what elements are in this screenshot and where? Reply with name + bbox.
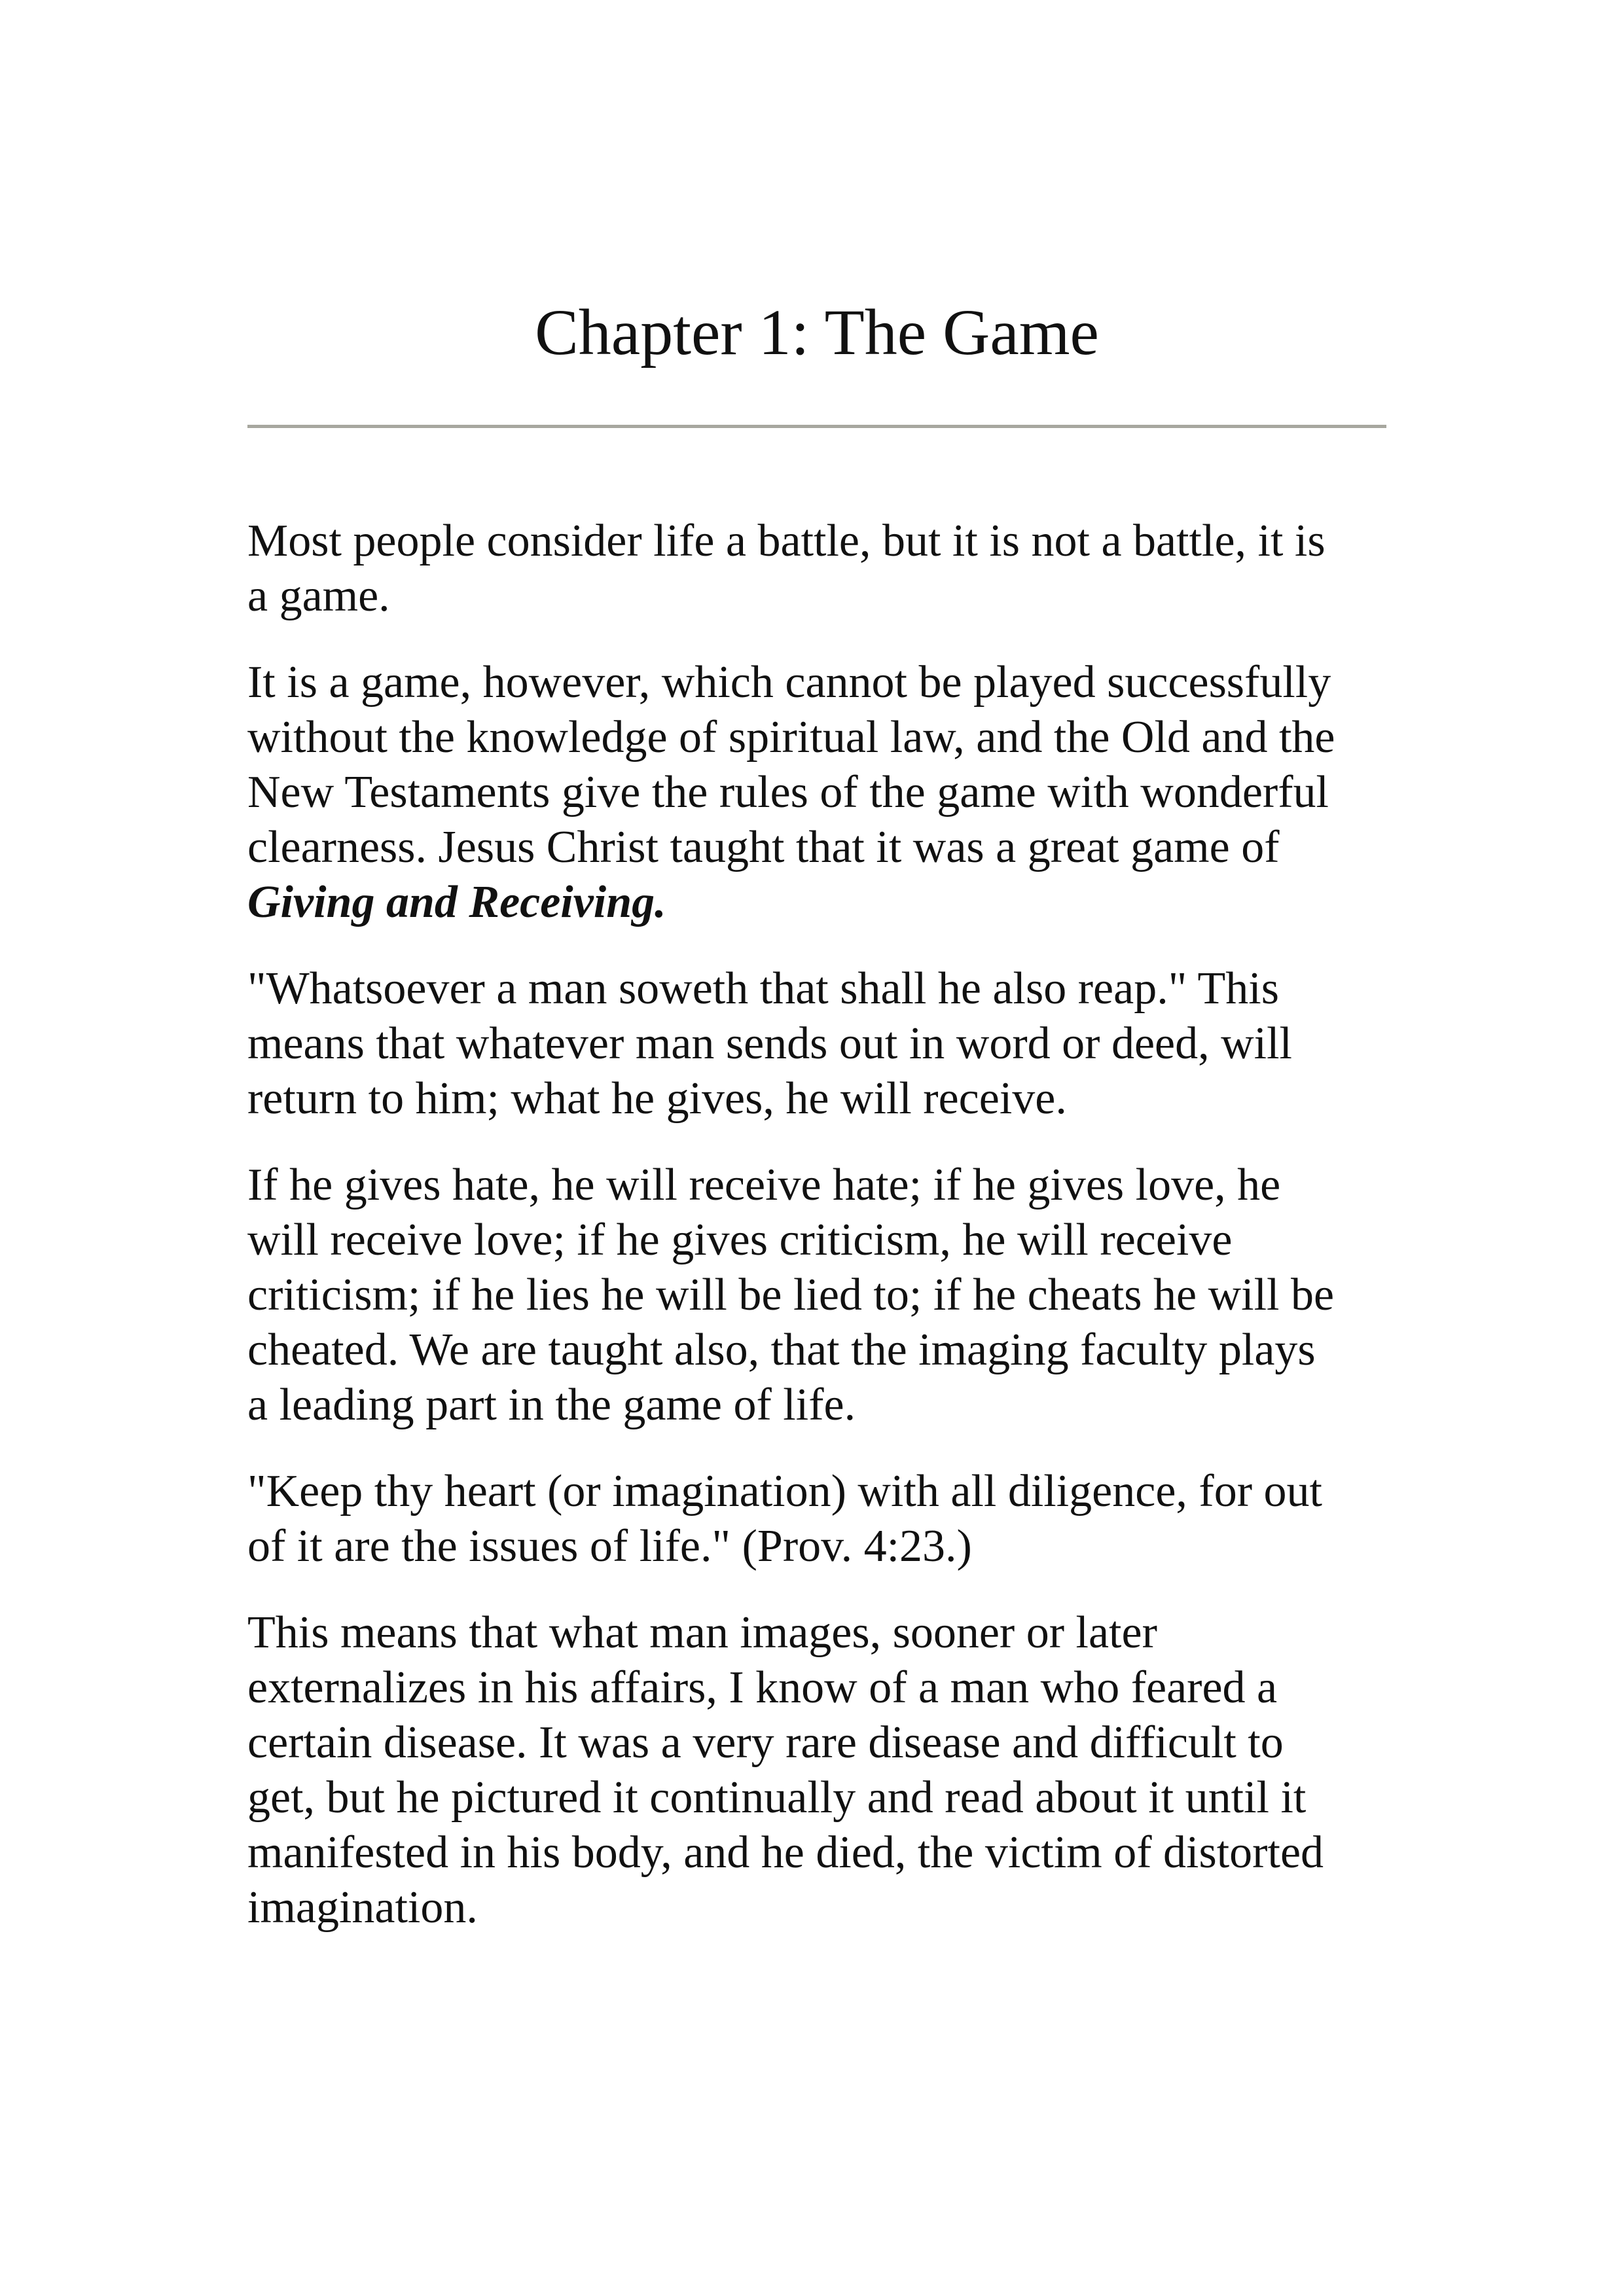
paragraph-6-line-2: externalizes in his affairs, I know of a man who feared a bbox=[247, 1662, 1278, 1713]
paragraph-1-line-1: Most people consider life a battle, but it is not a battle, it is bbox=[247, 516, 1326, 566]
paragraph-5-line-2: of it are the issues of life." (Prov. 4:23.) bbox=[247, 1521, 972, 1571]
paragraph-6-line-5: manifested in his body, and he died, the victim of distorted bbox=[247, 1827, 1324, 1878]
chapter-body bbox=[247, 514, 1419, 1967]
paragraph-4-line-1: If he gives hate, he will receive hate; if he gives love, he bbox=[247, 1160, 1281, 1210]
paragraph-4 bbox=[247, 1158, 1419, 1433]
paragraph-6 bbox=[247, 1605, 1419, 1935]
paragraph-4-line-5: a leading part in the game of life. bbox=[247, 1380, 856, 1430]
paragraph-4-line-3: criticism; if he lies he will be lied to; if he cheats he will be bbox=[247, 1270, 1335, 1320]
paragraph-2-line-4: clearness. Jesus Christ taught that it was a great game of bbox=[247, 822, 1280, 872]
chapter-title: Chapter 1: The Game bbox=[535, 296, 1099, 368]
paragraph-5-line-1: "Keep thy heart (or imagination) with all diligence, for out bbox=[247, 1466, 1322, 1516]
paragraph-3-line-1: "Whatsoever a man soweth that shall he also reap." This bbox=[247, 963, 1279, 1014]
paragraph-5 bbox=[247, 1464, 1419, 1574]
paragraph-2-line-2: without the knowledge of spiritual law, and the Old and the bbox=[247, 712, 1335, 762]
paragraph-6-line-3: certain disease. It was a very rare disease and difficult to bbox=[247, 1717, 1284, 1768]
paragraph-3-line-2: means that whatever man sends out in word or deed, will bbox=[247, 1018, 1292, 1069]
paragraph-6-line-6: imagination. bbox=[247, 1882, 478, 1933]
paragraph-2-line-1: It is a game, however, which cannot be played successfully bbox=[247, 657, 1331, 708]
paragraph-4-line-4: cheated. We are taught also, that the imaging faculty plays bbox=[247, 1325, 1316, 1375]
paragraph-4-line-2: will receive love; if he gives criticism, he will receive bbox=[247, 1215, 1233, 1265]
emphasized-phrase: Giving and Receiving. bbox=[247, 877, 666, 927]
paragraph-3 bbox=[247, 961, 1419, 1126]
paragraph-1-line-2: a game. bbox=[247, 571, 390, 621]
paragraph-3-line-3: return to him; what he gives, he will receive. bbox=[247, 1073, 1067, 1124]
paragraph-6-line-4: get, but he pictured it continually and read about it until it bbox=[247, 1772, 1307, 1823]
title-divider bbox=[247, 425, 1386, 428]
paragraph-2 bbox=[247, 655, 1419, 930]
paragraph-2-line-3: New Testaments give the rules of the game with wonderful bbox=[247, 767, 1329, 817]
paragraph-1 bbox=[247, 514, 1419, 624]
paragraph-6-line-1: This means that what man images, sooner or later bbox=[247, 1607, 1157, 1658]
